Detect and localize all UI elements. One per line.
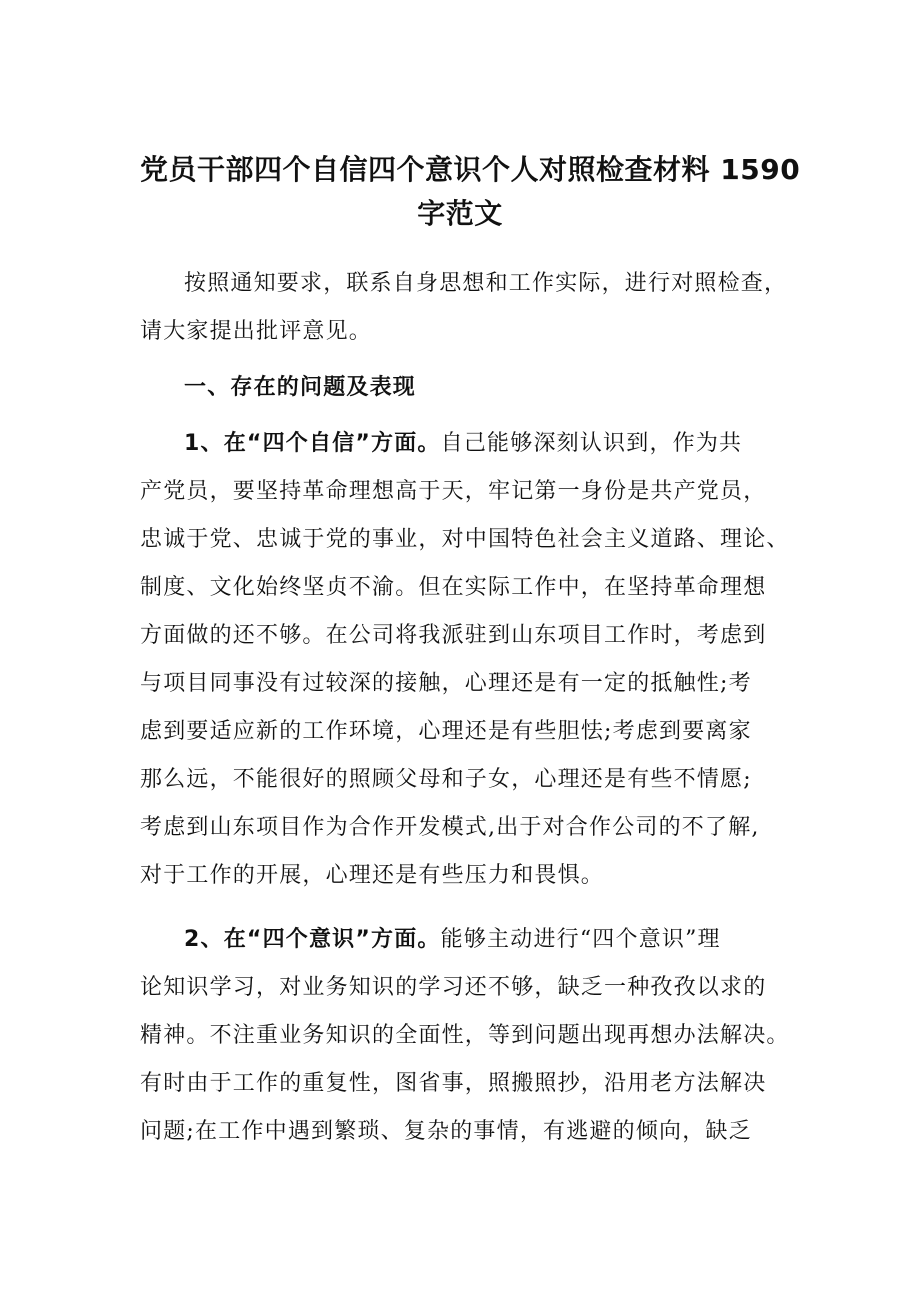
paragraph-lead: 1、在“四个自信”方面。: [184, 431, 441, 456]
paragraph-line: [140, 916, 790, 964]
paragraph-line-rest: 能够主动进行“四个意识”理: [440, 927, 721, 952]
paragraph-line: 产党员，要坚持革命理想高于天，牢记第一身份是共产党员，: [140, 479, 767, 504]
paragraph-line: 虑到要适应新的工作环境，心理还是有些胆怯;考虑到要离家: [140, 719, 752, 744]
intro-paragraph: [140, 260, 790, 356]
paragraph-lead: 2、在“四个意识”方面。: [184, 927, 441, 952]
paragraph-line: 与项目同事没有过较深的接触，心理还是有一定的抵触性;考: [140, 671, 752, 696]
document-title: [140, 148, 801, 236]
paragraph-line: 问题;在工作中遇到繁琐、复杂的事情，有逃避的倾向，缺乏: [140, 1119, 752, 1144]
paragraph-line: [140, 420, 790, 468]
section-heading-problems: 一、存在的问题及表现: [184, 375, 417, 400]
paragraph-line: 考虑到山东项目作为合作开发模式,出于对合作公司的不了解,: [140, 815, 760, 840]
paragraph-line: 那么远，不能很好的照顾父母和子女，心理还是有些不情愿;: [140, 767, 752, 792]
paragraph-line: 论知识学习，对业务知识的学习还不够，缺乏一种孜孜以求的: [140, 975, 767, 1000]
paragraph-line: 制度、文化始终坚贞不渝。但在实际工作中，在坚持革命理想: [140, 575, 767, 600]
paragraph-line: 精神。不注重业务知识的全面性，等到问题出现再想办法解决。: [140, 1023, 790, 1048]
paragraph-line: 有时由于工作的重复性，图省事，照搬照抄，沿用老方法解决: [140, 1071, 767, 1096]
paragraph-line: 方面做的还不够。在公司将我派驻到山东项目工作时，考虑到: [140, 623, 767, 648]
paragraph-line: 忠诚于党、忠诚于党的事业，对中国特色社会主义道路、理论、: [140, 527, 790, 552]
paragraph-four-confidences: [140, 420, 790, 900]
title-line-2: 字范文: [417, 197, 503, 230]
paragraph-line-rest: 自己能够深刻认识到，作为共: [440, 431, 743, 456]
paragraph-four-consciousness: [140, 916, 790, 1156]
title-line-1: 党员干部四个自信四个意识个人对照检查材料 1590: [140, 153, 801, 186]
paragraph-line: 对于工作的开展，心理还是有些压力和畏惧。: [140, 863, 605, 888]
intro-line-2: 请大家提出批评意见。: [140, 319, 373, 344]
intro-line-1: 按照通知要求，联系自身思想和工作实际，进行对照检查，: [184, 271, 788, 296]
